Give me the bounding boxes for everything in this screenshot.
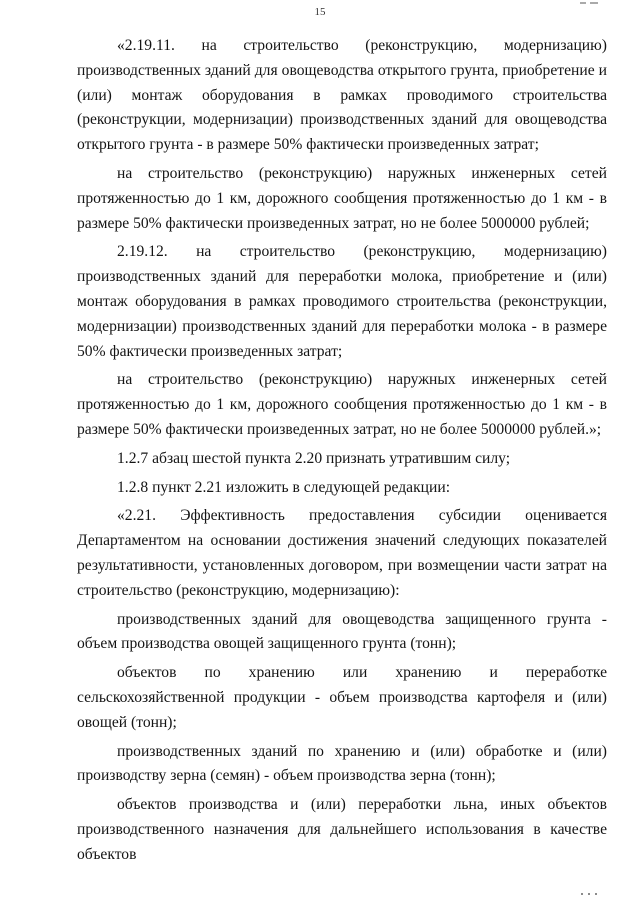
paragraph: «2.21. Эффективность предоставления субсидии оценивается Департаментом на основании достижения значений следующих показателей результативности, установленных договором, при возмещении части затрат на строительство (реконструкцию, модернизацию): [77,507,607,599]
page-number: 15 [314,6,326,18]
document-body [77,34,607,872]
paragraph: 1.2.8 пункт 2.21 изложить в следующей редакции: [117,478,451,496]
paragraph: производственных зданий по хранению и (или) обработке и (или) производству зерна (семян) - объем производства зерна (тонн); [77,742,607,785]
paragraph: объектов по хранению или хранению и переработке сельскохозяйственной продукции - объем производства картофеля и (или) овощей (тонн); [77,664,607,731]
paragraph: 2.19.12. на строительство (реконструкцию, модернизацию) производственных зданий для переработки молока, приобретение и (или) монтаж оборудования в рамках проводимого строительства (реконструкции, модернизации) производственных зданий для переработки молока - в размере 50% фактически произведенных затрат; [77,243,607,360]
paragraph: «2.19.11. на строительство (реконструкцию, модернизацию) производственных зданий для овощеводства открытого грунта, приобретение и (или) монтаж оборудования в рамках проводимого строительства (реконструкции, модернизации) производственных зданий для овощеводства открытого грунта - в размере 50% фактически произведенных затрат; [77,37,607,154]
paragraph: на строительство (реконструкцию) наружных инженерных сетей протяженностью до 1 км, дорожного сообщения протяженностью до 1 км - в размере 50% фактически произведенных затрат, но не более 5000000 рублей; [77,164,607,232]
scan-mark-bottom [578,891,600,897]
paragraph: на строительство (реконструкцию) наружных инженерных сетей протяженностью до 1 км, дорожного сообщения протяженностью до 1 км - в размере 50% фактически произведенных затрат, но не более 5000000 рублей.»; [77,371,607,438]
paragraph: производственных зданий для овощеводства защищенного грунта - объем производства овощей защищенного грунта (тонн); [77,610,607,653]
paragraph: 1.2.7 абзац шестой пункта 2.20 признать утратившим силу; [117,449,511,467]
paragraph: объектов производства и (или) переработки льна, иных объектов производственного назначения для дальнейшего использования в качестве объектов [77,796,607,863]
